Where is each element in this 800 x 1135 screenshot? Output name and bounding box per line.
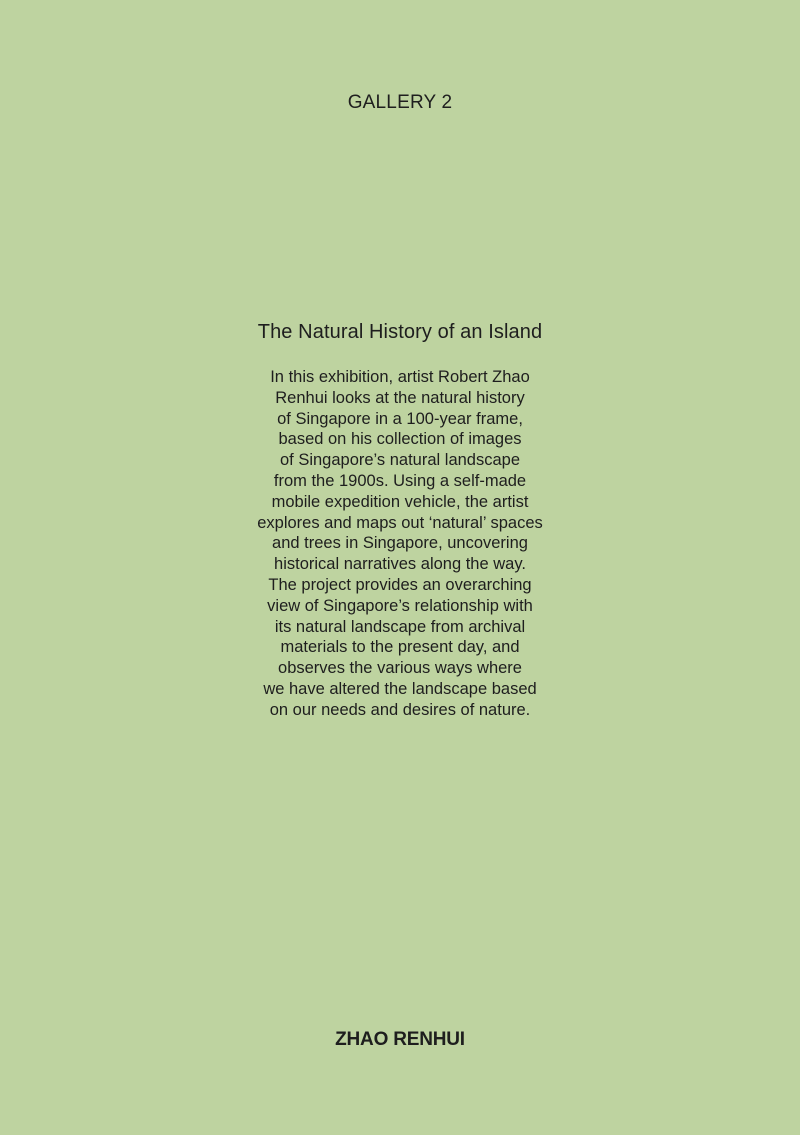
description-line: its natural landscape from archival — [274, 617, 526, 636]
description-line: view of Singapore’s relationship with — [267, 596, 533, 615]
description-line: from the 1900s. Using a self-made — [273, 471, 527, 490]
description-line: based on his collection of images — [278, 430, 522, 449]
description-line: In this exhibition, artist Robert Zhao — [270, 368, 530, 386]
description-line: materials to the present day, and — [280, 638, 520, 657]
description-line: on our needs and desires of nature. — [269, 700, 531, 719]
description-line: and trees in Singapore, uncovering — [272, 534, 528, 553]
description-line: of Singapore in a 100-year frame, — [277, 409, 523, 428]
description-line: of Singapore’s natural landscape — [279, 451, 521, 470]
description-line: observes the various ways where — [278, 659, 522, 678]
exhibition-title: The Natural History of an Island — [257, 321, 543, 343]
description-line: historical narratives along the way. — [274, 555, 526, 574]
description-line: mobile expedition vehicle, the artist — [271, 492, 529, 511]
description-line: Renhui looks at the natural history — [275, 388, 525, 407]
gallery-label: GALLERY 2 — [347, 92, 453, 113]
exhibition-description — [220, 367, 580, 721]
artist-name: ZHAO RENHUI — [335, 1029, 465, 1050]
description-line: The project provides an overarching — [268, 575, 532, 594]
description-line: we have altered the landscape based — [263, 679, 537, 698]
description-line: explores and maps out ‘natural’ spaces — [257, 513, 543, 532]
